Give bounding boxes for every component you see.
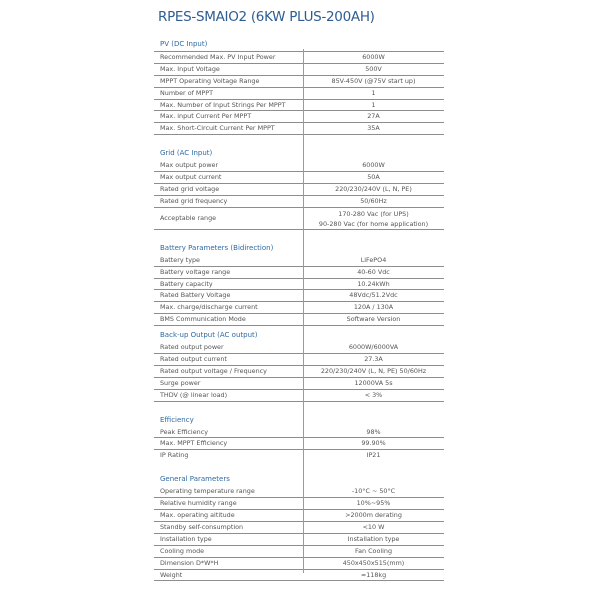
table-row <box>154 255 444 267</box>
row-label: Dimension D*W*H <box>160 558 219 567</box>
row-label: Relative humidity range <box>160 499 237 508</box>
row-label: BMS Communication Mode <box>160 315 246 324</box>
section-gap <box>154 461 444 470</box>
table-row <box>154 208 444 230</box>
section-heading-general: General Parameters <box>160 475 230 484</box>
section-heading-backup: Back-up Output (AC output) <box>160 331 258 340</box>
row-label: Max. Short-Circuit Current Per MPPT <box>160 124 275 133</box>
row-value: 35A <box>367 124 380 133</box>
table-row <box>154 366 444 378</box>
row-value: 120A / 130A <box>353 303 394 312</box>
row-value: 27.3A <box>364 355 383 364</box>
row-label: MPPT Operating Voltage Range <box>160 76 260 85</box>
row-value: 6000W <box>362 53 385 61</box>
row-label: Rated output power <box>160 343 224 352</box>
table-row <box>154 267 444 279</box>
row-label: Battery voltage range <box>160 267 231 276</box>
table-row <box>154 570 444 582</box>
row-label: Operating temperature range <box>160 487 255 496</box>
row-value: 99.90% <box>361 439 386 448</box>
table-row <box>154 510 444 522</box>
row-label: Rated output voltage / Frequency <box>160 366 267 375</box>
row-value: 48Vdc/51.2Vdc <box>349 291 398 300</box>
row-value: IP21 <box>366 451 381 460</box>
table-row <box>154 88 444 100</box>
row-value: 10%~95% <box>356 499 391 508</box>
row-value: 220/230/240V (L, N, PE) <box>335 185 412 194</box>
table-row <box>154 427 444 439</box>
table-row <box>154 64 444 76</box>
row-label: Max. Input Voltage <box>160 64 220 73</box>
column-divider <box>303 49 304 573</box>
row-value: 10.24kWh <box>357 279 390 288</box>
row-value: 27A <box>367 112 380 121</box>
row-label: Max. MPPT Efficiency <box>160 439 228 448</box>
row-value-line-2: 90-280 Vac (for home application) <box>318 219 429 228</box>
table-row <box>154 111 444 123</box>
table-row <box>154 486 444 498</box>
row-label: Max output power <box>160 161 219 170</box>
table-row <box>154 354 444 366</box>
row-label: Battery type <box>160 255 200 264</box>
table-row <box>154 378 444 390</box>
row-label: Installation type <box>160 534 212 543</box>
table-row <box>154 342 444 354</box>
row-value: 1 <box>371 88 376 97</box>
row-label: Rated grid frequency <box>160 196 228 205</box>
table-row <box>154 390 444 402</box>
page-title: RPES-SMAIO2 (6KW PLUS-200AH) <box>158 9 375 25</box>
row-label: Max. Number of Input Strings Per MPPT <box>160 100 286 109</box>
spec-table <box>154 35 444 581</box>
section-heading-battery: Battery Parameters (Bidirection) <box>160 243 274 252</box>
section-heading-grid: Grid (AC Input) <box>160 149 213 158</box>
table-row <box>154 51 444 64</box>
row-value: 50/60Hz <box>360 196 387 205</box>
row-label: IP Rating <box>160 451 189 460</box>
row-label: Acceptable range <box>160 213 217 222</box>
row-value: Fan Cooling <box>354 546 393 555</box>
row-label: Rated grid voltage <box>160 185 220 194</box>
table-row <box>154 438 444 450</box>
table-row <box>154 123 444 135</box>
table-row <box>154 546 444 558</box>
table-row <box>154 522 444 534</box>
row-value: 12000VA 5s <box>354 378 393 387</box>
table-row <box>154 498 444 510</box>
row-label: Weight <box>160 570 183 579</box>
table-row <box>154 450 444 461</box>
row-value: <10 W <box>362 522 385 531</box>
section-gap <box>154 402 444 411</box>
row-label: Number of MPPT <box>160 88 214 97</box>
table-row <box>154 196 444 208</box>
table-row <box>154 100 444 112</box>
row-value <box>303 208 444 229</box>
row-label: Max output current <box>160 173 222 182</box>
row-value-line-1: 170-280 Vac (for UPS) <box>338 209 409 218</box>
table-row <box>154 172 444 184</box>
table-row <box>154 76 444 88</box>
row-label: Rated Battery Voltage <box>160 291 231 300</box>
row-value: Installation type <box>347 534 400 543</box>
table-row <box>154 184 444 196</box>
row-label: THDV (@ linear load) <box>160 390 228 399</box>
row-value: 50A <box>367 173 380 182</box>
row-label: Peak Efficiency <box>160 427 208 436</box>
row-label: Battery capacity <box>160 279 213 288</box>
section-gap <box>154 135 444 144</box>
row-value: 85V-450V (@75V start up) <box>331 76 416 85</box>
row-value: 1 <box>371 100 376 109</box>
row-label: Standby self-consumption <box>160 522 244 531</box>
table-row <box>154 290 444 302</box>
section-heading-efficiency: Efficiency <box>160 415 194 424</box>
row-value: >2000m derating <box>345 511 402 520</box>
table-row <box>154 160 444 172</box>
row-value: 450x450x515(mm) <box>342 558 405 567</box>
table-row <box>154 302 444 314</box>
row-value: 98% <box>366 427 381 436</box>
section-heading-pv: PV (DC Input) <box>160 40 208 48</box>
row-value: 500V <box>365 64 382 73</box>
row-label: Rated output current <box>160 355 227 364</box>
row-value: 6000W/6000VA <box>348 343 399 352</box>
row-value: < 3% <box>364 390 383 399</box>
table-row <box>154 279 444 291</box>
row-label: Cooling mode <box>160 546 205 555</box>
row-label: Max. operating altitude <box>160 511 235 520</box>
row-value: 6000W <box>362 161 385 170</box>
row-label: Max. charge/discharge current <box>160 303 258 312</box>
row-label: Recommended Max. PV Input Power <box>160 53 276 61</box>
table-row <box>154 534 444 546</box>
row-value: 220/230/240V (L, N, PE) 50/60Hz <box>320 366 427 375</box>
row-value: -10°C ~ 50°C <box>351 487 396 496</box>
table-row <box>154 558 444 570</box>
row-label: Max. input Current Per MPPT <box>160 112 252 121</box>
table-row <box>154 314 444 326</box>
row-value: ≈118kg <box>360 570 387 579</box>
row-label: Surge power <box>160 378 201 387</box>
row-value: Software Version <box>346 315 401 324</box>
row-value: 40-60 Vdc <box>357 267 390 276</box>
section-gap <box>154 230 444 239</box>
row-value: LiFePO4 <box>360 255 387 264</box>
